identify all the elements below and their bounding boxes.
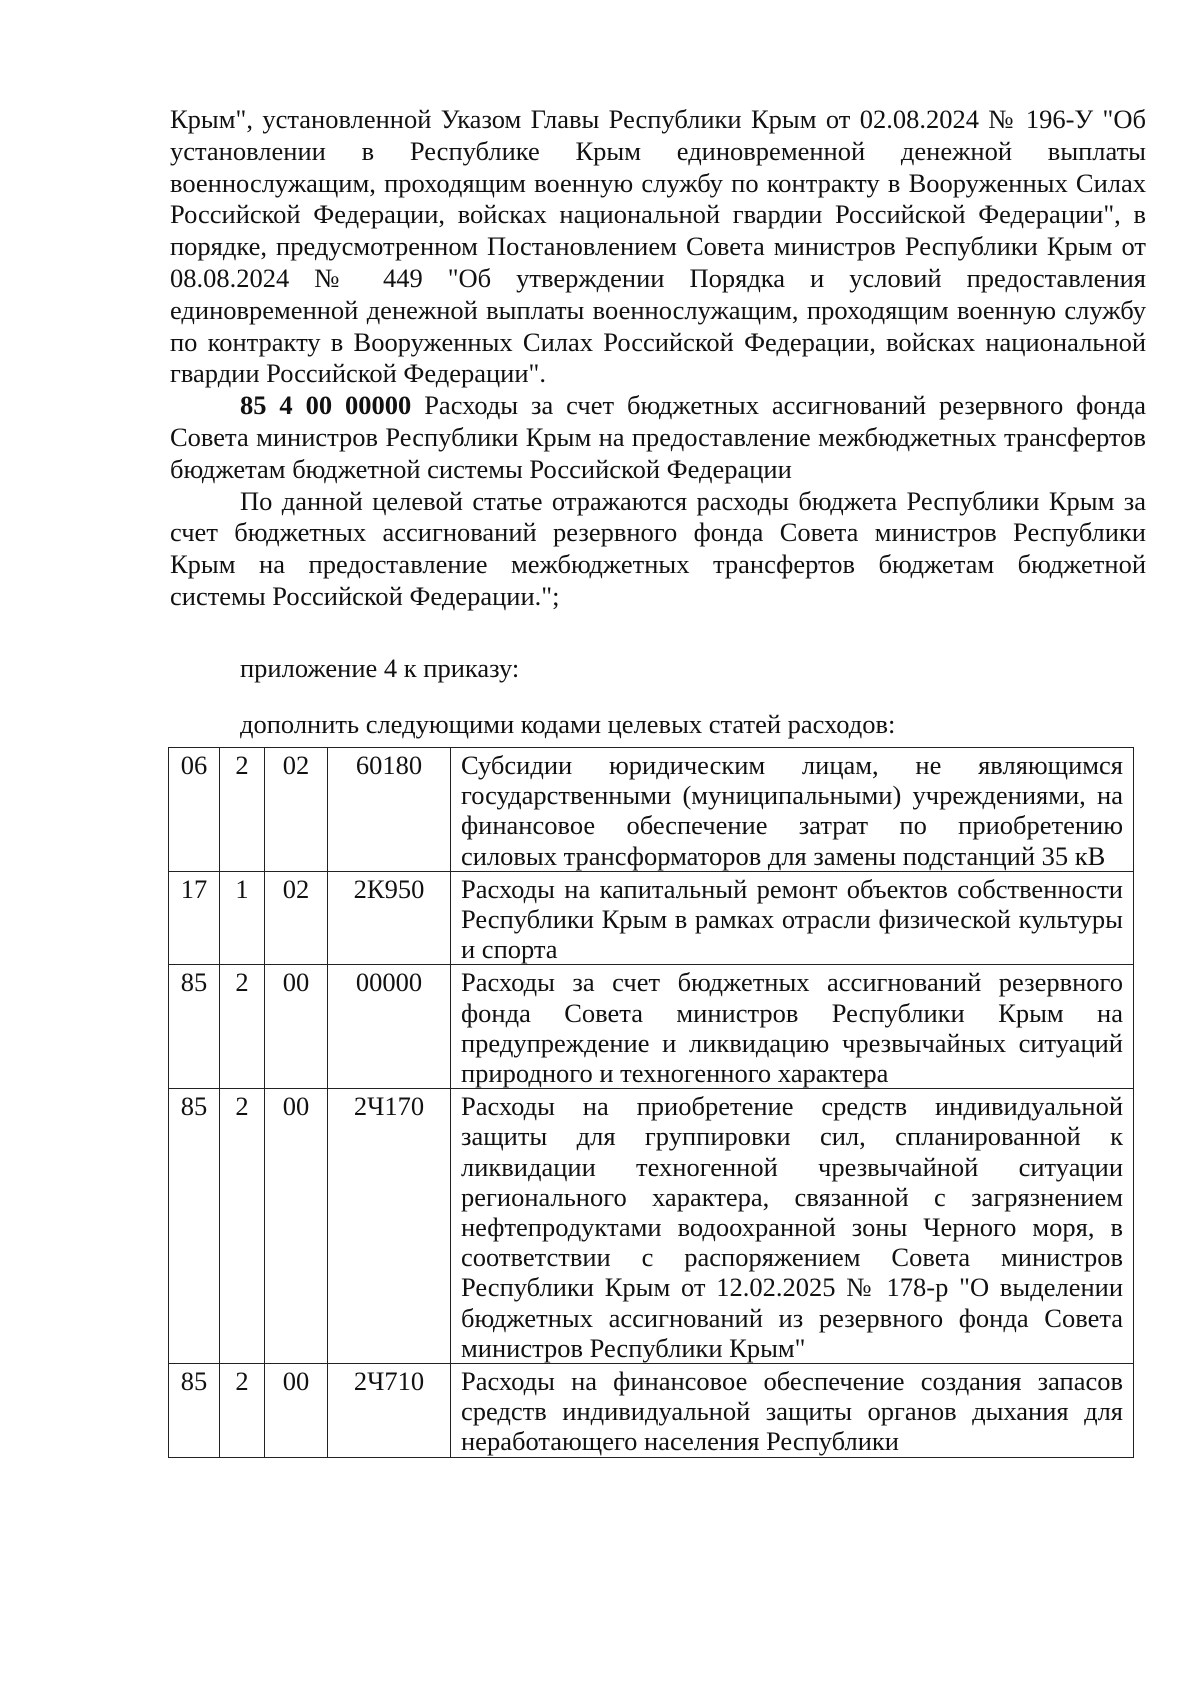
code-program-cell: 06 [169, 748, 220, 872]
code-program-cell: 85 [169, 965, 220, 1089]
code-direction-cell: 60180 [328, 748, 451, 872]
code-description-cell: Расходы на капитальный ремонт объектов собственности Республики Крым в рамках отрасли физической культуры и спорта [451, 871, 1134, 965]
code-subprogram-cell: 2 [220, 748, 265, 872]
paragraph-continuation: Крым", установленной Указом Главы Республики Крым от 02.08.2024 № 196-У "Об установлении в Республике Крым единовременной денежной выплаты военнослужащим, проходящим военную службу по контракту в Вооруженных Силах Российской Федерации, войсках национальной гвардии Российской Федерации", в порядке, предусмотренном Постановлением Совета министров Республики Крым от 08.08.2024 № 449 "Об утверждении Порядка и условий предоставления единовременной денежной выплаты военнослужащим, проходящим военную службу по контракту в Вооруженных Силах Российской Федерации, войсках национальной гвардии Российской Федерации". [170, 104, 1146, 389]
supplement-line: дополнить следующими кодами целевых статей расходов: [240, 709, 896, 739]
code-description-cell: Расходы на финансовое обеспечение создания запасов средств индивидуальной защиты органов дыхания для неработающего населения Республики [451, 1364, 1134, 1458]
code-direction-cell: 2К950 [328, 871, 451, 965]
code-measure-cell: 00 [265, 965, 328, 1089]
code-program-cell: 85 [169, 1089, 220, 1364]
code-description-cell: Субсидии юридическим лицам, не являющимся государственными (муниципальными) учреждениями, на финансовое обеспечение затрат по приобретению силовых трансформаторов для замены подстанций 35 кВ [451, 748, 1134, 872]
code-subprogram-cell: 2 [220, 965, 265, 1089]
code-measure-cell: 00 [265, 1089, 328, 1364]
code-description-cell: Расходы за счет бюджетных ассигнований резервного фонда Совета министров Республики Крым на предупреждение и ликвидацию чрезвычайных ситуаций природного и техногенного характера [451, 965, 1134, 1089]
code-subprogram-cell: 2 [220, 1364, 265, 1458]
code-direction-cell: 2Ч170 [328, 1089, 451, 1364]
table-row [169, 1364, 1134, 1458]
table-row [169, 965, 1134, 1089]
code-subprogram-cell: 2 [220, 1089, 265, 1364]
code-measure-cell: 02 [265, 871, 328, 965]
target-article-code: 85 4 00 00000 [240, 390, 412, 421]
code-direction-cell: 00000 [328, 965, 451, 1089]
code-subprogram-cell: 1 [220, 871, 265, 965]
code-measure-cell: 00 [265, 1364, 328, 1458]
target-article-title: Расходы за счет бюджетных ассигнований резервного фонда Совета министров Республики Крым на предоставление межбюджетных трансфертов бюджетам бюджетной системы Российской Федерации [170, 390, 1147, 484]
code-program-cell: 17 [169, 871, 220, 965]
code-program-cell: 85 [169, 1364, 220, 1458]
table-row [169, 748, 1134, 872]
paragraph-code-heading [170, 390, 1146, 485]
table-row [169, 871, 1134, 965]
code-direction-cell: 2Ч710 [328, 1364, 451, 1458]
paragraph-description: По данной целевой статье отражаются расходы бюджета Республики Крым за счет бюджетных ассигнований резервного фонда Совета министров Республики Крым на предоставление межбюджетных трансфертов бюджетам бюджетной системы Российской Федерации."; [170, 485, 1146, 611]
target-codes-table [168, 747, 1134, 1458]
code-measure-cell: 02 [265, 748, 328, 872]
appendix-line: приложение 4 к приказу: [240, 653, 520, 683]
code-description-cell: Расходы на приобретение средств индивидуальной защиты для группировки сил, спланированной к ликвидации техногенной чрезвычайной ситуации регионального характера, связанной с загрязнением нефтепродуктами водоохранной зоны Черного моря, в соответствии с распоряжением Совета министров Республики Крым от 12.02.2025 № 178-р "О выделении бюджетных ассигнований из резервного фонда Совета министров Республики Крым" [451, 1089, 1134, 1364]
table-row [169, 1089, 1134, 1364]
document-body [170, 104, 1146, 613]
